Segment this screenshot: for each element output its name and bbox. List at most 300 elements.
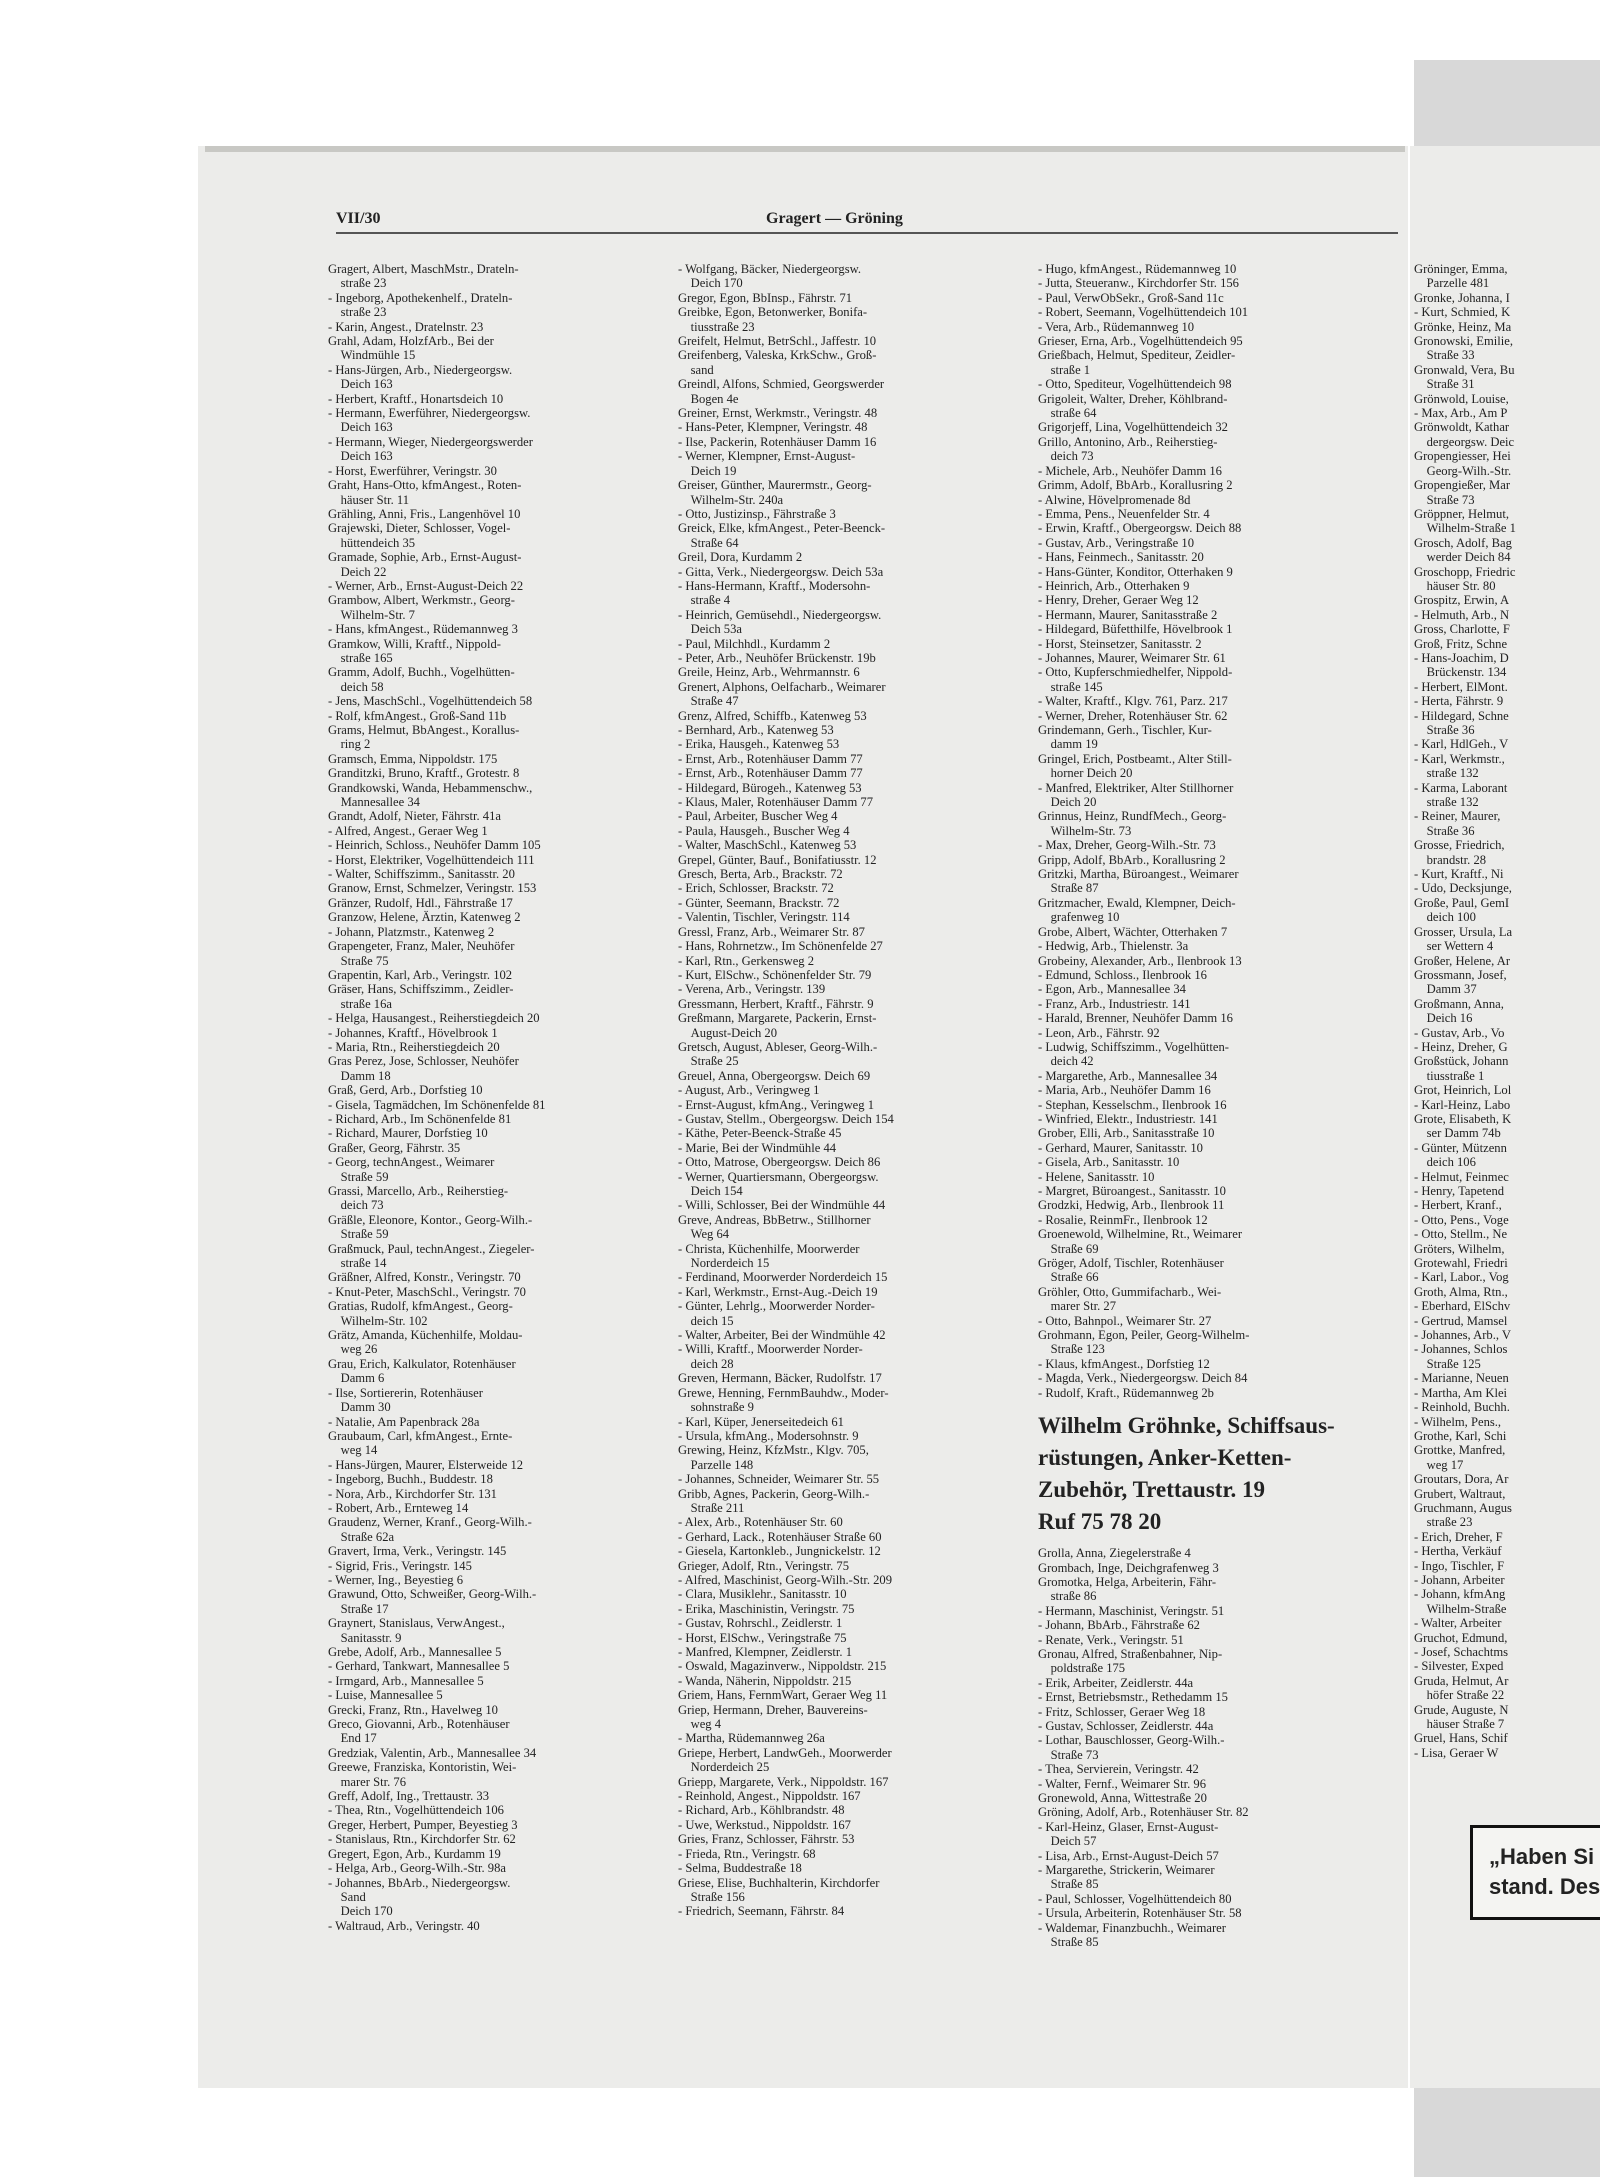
directory-entry-line: - Margarethe, Arb., Mannesallee 34	[1038, 1068, 1218, 1083]
directory-entry-line: Großer, Helene, Ar	[1414, 953, 1511, 968]
directory-entry-line: sohnstraße 9	[678, 1400, 754, 1415]
directory-entry-line: Grottke, Manfred,	[1414, 1443, 1506, 1458]
directory-entry-line: - Herta, Fährstr. 9	[1414, 694, 1504, 709]
directory-entry-line: - Richard, Arb., Im Schönenfelde 81	[328, 1111, 512, 1126]
directory-entry-line: - Hermann, Maurer, Sanitasstraße 2	[1038, 607, 1218, 622]
page-header	[336, 210, 1386, 234]
directory-entry-line: - Wanda, Näherin, Nippoldstr. 215	[678, 1673, 852, 1688]
directory-entry-line: Straße 33	[1414, 348, 1475, 363]
directory-entry-line: - Herbert, Kranf.,	[1414, 1198, 1502, 1213]
directory-entry-line: Damm 18	[328, 1068, 391, 1083]
directory-entry-line: hüttendeich 35	[328, 535, 416, 550]
directory-entry-line: Wilhelm-Straße	[1414, 1601, 1507, 1616]
directory-entry-line: Brückenstr. 134	[1414, 665, 1507, 680]
directory-entry-line: - Reiner, Maurer,	[1414, 809, 1501, 824]
directory-entry-line: Grassi, Marcello, Arb., Reiherstieg-	[328, 1184, 509, 1198]
directory-entry-line: Gries, Franz, Schlosser, Fährstr. 53	[678, 1832, 855, 1847]
directory-entry-line: Grandkowski, Wanda, Hebammenschw.,	[328, 780, 533, 795]
directory-entry-line: - Günter, Mützenn	[1414, 1140, 1507, 1155]
directory-entry-line: deich 73	[328, 1198, 384, 1213]
directory-entry-line: Straße 69	[1038, 1241, 1099, 1256]
directory-entry-line: Deich 19	[678, 463, 737, 478]
directory-entry-line: - Friedrich, Seemann, Fährstr. 84	[678, 1904, 845, 1919]
directory-entry-line: - Hans-Hermann, Kraftf., Modersohn-	[678, 578, 871, 593]
directory-entry-line: Wilhelm-Str. 240a	[678, 492, 784, 507]
directory-entry-line: - Manfred, Elektriker, Alter Stillhorner	[1038, 780, 1234, 795]
directory-entry-line: Damm 37	[1414, 982, 1477, 997]
directory-entry-line: - Richard, Arb., Köhlbrandstr. 48	[678, 1803, 845, 1818]
directory-entry-line: - Karl, Werkmstr.,	[1414, 751, 1505, 766]
directory-entry-line: - Hans, kfmAngest., Rüdemannweg 3	[328, 622, 518, 637]
directory-entry-line: - Horst, Steinsetzer, Sanitasstr. 2	[1038, 636, 1202, 651]
directory-entry-line: Griepe, Herbert, LandwGeh., Moorwerder	[678, 1745, 892, 1760]
directory-entry-line: Graubaum, Carl, kfmAngest., Ernte-	[328, 1428, 513, 1443]
directory-entry-line: Straße 125	[1414, 1356, 1481, 1371]
directory-entry-line: Gramkow, Willi, Kraftf., Nippold-	[328, 636, 501, 651]
directory-entry-line: - Nora, Arb., Kirchdorfer Str. 131	[328, 1486, 497, 1501]
directory-entry-line: Straße 85	[1038, 1877, 1099, 1892]
directory-entry-line: Gruchot, Edmund,	[1414, 1630, 1508, 1645]
directory-entry-line: - Karl-Heinz, Glaser, Ernst-August-	[1038, 1819, 1219, 1834]
directory-entry-line: Straße 59	[328, 1169, 389, 1184]
directory-entry-line: Grähling, Anni, Fris., Langenhövel 10	[328, 506, 521, 521]
directory-entry-line: häuser Str. 11	[328, 492, 410, 507]
directory-entry-line: - Ilse, Packerin, Rotenhäuser Damm 16	[678, 434, 877, 449]
directory-entry-line: - Gertrud, Mamsel	[1414, 1313, 1508, 1328]
directory-entry-line: Straße 85	[1038, 1935, 1099, 1950]
directory-entry-line: - Irmgard, Arb., Mannesallee 5	[328, 1673, 484, 1688]
directory-entry-line: Gratias, Rudolf, kfmAngest., Georg-	[328, 1299, 513, 1314]
directory-entry-line: - Wolfgang, Bäcker, Niedergeorgsw.	[678, 262, 862, 276]
directory-entry-line: - Walter, Arbeiter, Bei der Windmühle 42	[678, 1328, 886, 1343]
directory-entry-line: marer Str. 76	[328, 1774, 406, 1789]
directory-entry-line: Grubert, Waltraut,	[1414, 1486, 1506, 1501]
directory-entry-line: Greewe, Franziska, Kontoristin, Wei-	[328, 1760, 517, 1775]
directory-entry-line: Gresch, Berta, Arb., Brackstr. 72	[678, 867, 843, 882]
directory-entry-line: Grajewski, Dieter, Schlosser, Vogel-	[328, 521, 511, 536]
directory-entry-line: Grießbach, Helmut, Spediteur, Zeidler-	[1038, 348, 1236, 363]
directory-entry-line: - Ernst, Arb., Rotenhäuser Damm 77	[678, 751, 863, 766]
directory-entry-line: - Oswald, Magazinverw., Nippoldstr. 215	[678, 1659, 887, 1674]
directory-entry-line: - Johannes, BbArb., Niedergeorgsw.	[328, 1875, 511, 1890]
directory-entry-line: - Hans, Feinmech., Sanitasstr. 20	[1038, 550, 1204, 565]
directory-entry-line: Gröning, Adolf, Arb., Rotenhäuser Str. 82	[1038, 1805, 1249, 1820]
directory-entry-line: Grosser, Ursula, La	[1414, 924, 1513, 939]
directory-entry-line: Straße 17	[328, 1601, 389, 1616]
directory-entry-line: Deich 163	[328, 420, 393, 435]
directory-entry-line: - Walter, Fernf., Weimarer Str. 96	[1038, 1776, 1207, 1791]
directory-entry-line: - Erik, Arbeiter, Zeidlerstr. 44a	[1038, 1675, 1194, 1690]
directory-entry-line: - Ilse, Sortiererin, Rotenhäuser	[328, 1385, 483, 1400]
directory-entry-line: Bogen 4e	[678, 391, 739, 406]
directory-entry-line: - Gustav, Schlosser, Zeidlerstr. 44a	[1038, 1718, 1214, 1733]
directory-entry-line: - Horst, ElSchw., Veringstraße 75	[678, 1630, 847, 1645]
directory-entry-line: - Hans-Jürgen, Arb., Niedergeorgsw.	[328, 362, 513, 377]
directory-entry-line: Greßmann, Margarete, Packerin, Ernst-	[678, 1011, 877, 1026]
adjacent-page-box-ad	[1470, 1825, 1600, 1920]
directory-entry-line: - Kurt, Kraftf., Ni	[1414, 867, 1504, 882]
directory-entry-line: Sand	[328, 1889, 366, 1904]
directory-entry-line: - Bernhard, Arb., Katenweg 53	[678, 723, 834, 737]
directory-entry-line: Mannesallee 34	[328, 795, 420, 810]
directory-entry-line: Grapengeter, Franz, Maler, Neuhöfer	[328, 939, 515, 954]
directory-entry-line: Gringel, Erich, Postbeamt., Alter Still-	[1038, 751, 1232, 766]
directory-entry-line: Parzelle 481	[1414, 276, 1490, 291]
directory-entry-line: - Edmund, Schloss., Ilenbrook 16	[1038, 967, 1207, 982]
directory-entry-line: Grigoleit, Walter, Dreher, Köhlbrand-	[1038, 391, 1228, 406]
directory-entry-line: Wilhelm-Str. 102	[328, 1313, 428, 1328]
directory-entry-line: Graynert, Stanislaus, VerwAngest.,	[328, 1616, 505, 1631]
directory-entry-line: - Willi, Schlosser, Bei der Windmühle 44	[678, 1198, 886, 1213]
directory-entry-line: deich 100	[1414, 910, 1476, 925]
directory-entry-line: - Hans-Günter, Konditor, Otterhaken 9	[1038, 564, 1233, 579]
directory-entry-line: - Max, Arb., Am P	[1414, 406, 1508, 421]
directory-entry-line: Grönwold, Louise,	[1414, 391, 1509, 406]
directory-entry-line: Grillo, Antonino, Arb., Reiherstieg-	[1038, 434, 1218, 449]
directory-entry-line: häuser Str. 80	[1414, 578, 1496, 593]
directory-entry-line: - Marianne, Neuen	[1414, 1371, 1509, 1386]
directory-entry-line: Deich 20	[1038, 795, 1097, 810]
directory-entry-line: Graudenz, Werner, Kranf., Georg-Wilh.-	[328, 1515, 532, 1530]
directory-entry-line: Deich 22	[328, 564, 387, 579]
directory-entry-line: - Helmut, Feinmec	[1414, 1169, 1509, 1184]
directory-entry-line: straße 64	[1038, 406, 1097, 421]
directory-entry-line: - Ferdinand, Moorwerder Norderdeich 15	[678, 1270, 888, 1285]
directory-entry-line: Greifelt, Helmut, BetrSchl., Jaffestr. 10	[678, 334, 877, 349]
directory-entry-line: - Werner, Klempner, Ernst-August-	[678, 449, 856, 464]
directory-entry-line: - Jutta, Steueranw., Kirchdorfer Str. 156	[1038, 276, 1239, 291]
directory-entry-line: Deich 53a	[678, 622, 742, 637]
directory-entry-line: - Hermann, Ewerführer, Niedergeorgsw.	[328, 406, 531, 421]
directory-entry-line: Straße 36	[1414, 723, 1475, 737]
directory-entry-line: grafenweg 10	[1038, 910, 1120, 925]
directory-entry-line: weg 4	[678, 1717, 722, 1732]
directory-entry-line: Damm 30	[328, 1400, 391, 1415]
directory-entry-line: Greick, Elke, kfmAngest., Peter-Beenck-	[678, 521, 886, 536]
directory-entry-line: - Horst, Ewerführer, Veringstr. 30	[328, 463, 497, 478]
directory-entry-line: - Werner, Ing., Beyestieg 6	[328, 1572, 463, 1587]
directory-entry-line: Windmühle 15	[328, 348, 416, 363]
directory-entry-line: - Otto, Matrose, Obergeorgsw. Deich 86	[678, 1155, 881, 1170]
directory-entry-line: Gräßner, Alfred, Konstr., Veringstr. 70	[328, 1270, 521, 1285]
directory-entry-line: - Gerhard, Maurer, Sanitasstr. 10	[1038, 1140, 1203, 1155]
directory-entry-line: - Gisela, Arb., Sanitasstr. 10	[1038, 1155, 1180, 1170]
directory-entry-line: - Kurt, ElSchw., Schönenfelder Str. 79	[678, 967, 872, 982]
directory-entry-line: - Hildegard, Büfetthilfe, Hövelbrook 1	[1038, 622, 1233, 637]
directory-column-2	[678, 262, 1028, 1919]
directory-entry-line: Grönke, Heinz, Ma	[1414, 319, 1512, 334]
directory-entry-line: Gronewold, Anna, Wittestraße 20	[1038, 1791, 1207, 1805]
directory-entry-line: - Helga, Hausangest., Reiherstiegdeich 20	[328, 1011, 540, 1026]
directory-entry-line: - Selma, Buddestraße 18	[678, 1861, 802, 1876]
directory-entry-line: - Reinhold, Angest., Nippoldstr. 167	[678, 1789, 861, 1804]
directory-entry-line: - Stanislaus, Rtn., Kirchdorfer Str. 62	[328, 1832, 516, 1847]
directory-entry-line: Grohmann, Egon, Peiler, Georg-Wilhelm-	[1038, 1328, 1250, 1343]
directory-entry-line: - Ingo, Tischler, F	[1414, 1558, 1505, 1573]
directory-entry-line: straße 1	[1038, 362, 1091, 377]
directory-entry-line: - Ernst-August, kfmAng., Veringweg 1	[678, 1097, 874, 1112]
directory-entry-line: - Johannes, Arb., V	[1414, 1328, 1512, 1343]
directory-entry-line: Deich 16	[1414, 1011, 1473, 1026]
directory-entry-line: weg 14	[328, 1443, 378, 1458]
box-ad-line-2: stand. Des	[1489, 1874, 1600, 1899]
directory-entry-line: Gräßle, Eleonore, Kontor., Georg-Wilh.-	[328, 1212, 533, 1227]
directory-entry-line: deich 42	[1038, 1054, 1094, 1069]
directory-entry-line: Gramm, Adolf, Buchh., Vogelhütten-	[328, 665, 515, 680]
directory-entry-line: Grau, Erich, Kalkulator, Rotenhäuser	[328, 1356, 516, 1371]
directory-entry-line: Grewe, Henning, FernmBauhdw., Moder-	[678, 1385, 889, 1400]
directory-entry-line: straße 132	[1414, 766, 1479, 781]
directory-entry-line: - Marie, Bei der Windmühle 44	[678, 1140, 837, 1155]
directory-entry-line: - Thea, Servierein, Veringstr. 42	[1038, 1762, 1199, 1777]
directory-entry-line: Norderdeich 15	[678, 1256, 770, 1271]
directory-entry-line: - Paul, VerwObSekr., Groß-Sand 11c	[1038, 290, 1224, 305]
directory-entry-line: Groth, Alma, Rtn.,	[1414, 1284, 1508, 1299]
directory-entry-line: - Johann, BbArb., Fährstraße 62	[1038, 1618, 1200, 1633]
directory-entry-line: Wilhelm-Str. 73	[1038, 823, 1132, 838]
directory-entry-line: - Ernst, Betriebsmstr., Rethedamm 15	[1038, 1690, 1228, 1705]
directory-entry-line: horner Deich 20	[1038, 766, 1133, 781]
header-rule	[336, 232, 1398, 234]
directory-entry-line: Parzelle 148	[678, 1457, 754, 1472]
directory-entry-line: - Erich, Dreher, F	[1414, 1529, 1503, 1544]
directory-entry-line: Gröppner, Helmut,	[1414, 506, 1509, 521]
directory-entry-line: - Willi, Kraftf., Moorwerder Norder-	[678, 1342, 863, 1357]
ad-line-2: rüstungen, Anker-Ketten-	[1038, 1445, 1292, 1471]
directory-entry-line: straße 4	[678, 593, 731, 608]
column-3-entries-continued	[1038, 1546, 1398, 1949]
directory-entry-line: Grahl, Adam, HolzfArb., Bei der	[328, 334, 494, 349]
directory-entry-line: Großmann, Anna,	[1414, 996, 1504, 1011]
directory-entry-line: Grobe, Albert, Wächter, Otterhaken 7	[1038, 924, 1228, 939]
directory-entry-line: - Ingeborg, Buchh., Buddestr. 18	[328, 1472, 493, 1487]
directory-entry-line: - Johann, Arbeiter	[1414, 1572, 1505, 1587]
directory-entry-line: Gressl, Franz, Arb., Weimarer Str. 87	[678, 924, 865, 939]
directory-entry-line: - Karl, Werkmstr., Ernst-Aug.-Deich 19	[678, 1284, 878, 1299]
directory-entry-line: - Frieda, Rtn., Veringstr. 68	[678, 1846, 816, 1861]
directory-entry-line: - Heinrich, Arb., Otterhaken 9	[1038, 578, 1190, 593]
directory-entry-line: Straße 47	[678, 694, 739, 709]
directory-entry-line: Straße 36	[1414, 823, 1475, 838]
directory-entry-line: Greuel, Anna, Obergeorgsw. Deich 69	[678, 1068, 871, 1083]
directory-entry-line: Griese, Elise, Buchhalterin, Kirchdorfer	[678, 1875, 880, 1890]
directory-entry-line: deich 106	[1414, 1155, 1476, 1170]
directory-entry-line: häuser Straße 7	[1414, 1717, 1505, 1732]
directory-entry-line: Gripp, Adolf, BbArb., Korallusring 2	[1038, 852, 1226, 867]
directory-entry-line: Greile, Heinz, Arb., Wehrmannstr. 6	[678, 665, 860, 680]
directory-entry-line: Straße 64	[678, 535, 739, 550]
directory-entry-line: Groutars, Dora, Ar	[1414, 1472, 1509, 1487]
directory-entry-line: Grams, Helmut, BbAngest., Korallus-	[328, 723, 520, 737]
directory-entry-line: tiusstraße 1	[1414, 1068, 1485, 1083]
directory-entry-line: Straße 66	[1038, 1270, 1099, 1285]
directory-entry-line: - Karl, Küper, Jenerseitedeich 61	[678, 1414, 844, 1429]
directory-entry-line: - Peter, Arb., Neuhöfer Brückenstr. 19b	[678, 650, 876, 665]
directory-entry-line: - Martha, Rüdemannweg 26a	[678, 1731, 825, 1746]
directory-entry-line: - Uwe, Werkstud., Nippoldstr. 167	[678, 1817, 851, 1832]
directory-entry-line: - Ernst, Arb., Rotenhäuser Damm 77	[678, 766, 863, 781]
directory-entry-line: - Johann, Platzmstr., Katenweg 2	[328, 924, 495, 939]
directory-entry-line: - Max, Dreher, Georg-Wilh.-Str. 73	[1038, 838, 1216, 853]
directory-entry-line: straße 23	[328, 305, 387, 320]
directory-entry-line: Greindl, Alfons, Schmied, Georgswerder	[678, 377, 885, 392]
directory-entry-line: - Josef, Schachtms	[1414, 1645, 1509, 1659]
directory-entry-line: Großstück, Johann	[1414, 1054, 1509, 1069]
directory-entry-line: Greger, Herbert, Pumper, Beyestieg 3	[328, 1817, 518, 1832]
directory-entry-line: Weg 64	[678, 1227, 730, 1242]
directory-entry-line: Gronwald, Vera, Bu	[1414, 362, 1515, 377]
directory-entry-line: Grude, Auguste, N	[1414, 1702, 1509, 1717]
directory-entry-line: - Paul, Schlosser, Vogelhüttendeich 80	[1038, 1891, 1232, 1906]
directory-entry-line: Gras Perez, Jose, Schlosser, Neuhöfer	[328, 1054, 519, 1069]
directory-entry-line: Deich 170	[678, 276, 743, 291]
directory-entry-line: - Robert, Seemann, Vogelhüttendeich 101	[1038, 305, 1249, 320]
directory-entry-line: straße 23	[328, 276, 387, 291]
directory-entry-line: - Lisa, Geraer W	[1414, 1745, 1499, 1760]
directory-entry-line: Grolla, Anna, Ziegelerstraße 4	[1038, 1546, 1191, 1561]
directory-entry-line: Norderdeich 25	[678, 1760, 770, 1775]
directory-entry-line: - Walter, Arbeiter	[1414, 1616, 1502, 1631]
directory-entry-line: Grigorjeff, Lina, Vogelhüttendeich 32	[1038, 420, 1228, 435]
directory-entry-line: - Hans-Peter, Klempner, Veringstr. 48	[678, 420, 868, 435]
directory-entry-line: Wilhelm-Str. 7	[328, 607, 415, 622]
directory-entry-line: - Herbert, ElMont.	[1414, 679, 1508, 694]
directory-entry-line: - Alfred, Maschinist, Georg-Wilh.-Str. 209	[678, 1572, 893, 1587]
directory-entry-line: Georg-Wilh.-Str.	[1414, 463, 1512, 478]
directory-entry-line: Grandt, Adolf, Nieter, Fährstr. 41a	[328, 809, 501, 824]
directory-entry-line: Grodzki, Hedwig, Arb., Ilenbrook 11	[1038, 1198, 1225, 1213]
directory-entry-line: - Gustav, Arb., Vo	[1414, 1025, 1505, 1040]
directory-entry-line: - Otto, Pens., Voge	[1414, 1212, 1509, 1227]
directory-entry-line: Grätz, Amanda, Küchenhilfe, Moldau-	[328, 1328, 523, 1343]
directory-entry-line: - Eberhard, ElSchv	[1414, 1299, 1511, 1314]
directory-entry-line: - Valentin, Tischler, Veringstr. 114	[678, 910, 850, 925]
directory-entry-line: Greiner, Ernst, Werkmstr., Veringstr. 48	[678, 406, 878, 421]
directory-entry-line: - Karma, Laborant	[1414, 780, 1508, 795]
directory-entry-line: - Henry, Dreher, Geraer Weg 12	[1038, 593, 1199, 608]
directory-entry-line: - Alfred, Angest., Geraer Weg 1	[328, 823, 488, 838]
directory-entry-line: - Paul, Arbeiter, Buscher Weg 4	[678, 809, 838, 824]
directory-entry-line: - Fritz, Schlosser, Geraer Weg 18	[1038, 1704, 1206, 1719]
page-top-shadow	[205, 146, 1405, 152]
directory-entry-line: - Reinhold, Buchh.	[1414, 1400, 1510, 1415]
directory-column-3	[1038, 262, 1398, 1949]
directory-entry-line: Grieger, Adolf, Rtn., Veringstr. 75	[678, 1558, 850, 1573]
directory-entry-line: - Leon, Arb., Fährstr. 92	[1038, 1025, 1160, 1040]
directory-entry-line: - Helga, Arb., Georg-Wilh.-Str. 98a	[328, 1861, 506, 1876]
directory-entry-line: Greibke, Egon, Betonwerker, Bonifa-	[678, 305, 868, 320]
directory-entry-line: Grieser, Erna, Arb., Vogelhüttendeich 95	[1038, 334, 1243, 349]
directory-entry-line: Greiser, Günther, Maurermstr., Georg-	[678, 478, 872, 493]
directory-entry-line: deich 73	[1038, 449, 1094, 464]
directory-entry-line: Straße 87	[1038, 881, 1099, 896]
directory-entry-line: - Werner, Dreher, Rotenhäuser Str. 62	[1038, 708, 1228, 723]
directory-entry-line: Straße 123	[1038, 1342, 1105, 1357]
directory-entry-line: Groschopp, Friedric	[1414, 564, 1516, 579]
directory-entry-line: Grosch, Adolf, Bag	[1414, 535, 1512, 550]
directory-entry-line: deich 15	[678, 1313, 734, 1328]
directory-entry-line: - Gustav, Rohrschl., Zeidlerstr. 1	[678, 1616, 843, 1631]
directory-entry-line: Griem, Hans, FernmWart, Geraer Weg 11	[678, 1688, 888, 1703]
directory-entry-line: - Clara, Musiklehr., Sanitasstr. 10	[678, 1587, 847, 1602]
directory-entry-line: - Gerhard, Tankwart, Mannesallee 5	[328, 1659, 510, 1674]
directory-entry-line: tiusstraße 23	[678, 319, 755, 334]
directory-entry-line: - Verena, Arb., Veringstr. 139	[678, 982, 826, 997]
page-range-title: Gragert — Gröning	[766, 210, 903, 227]
directory-entry-line: - Klaus, kfmAngest., Dorfstieg 12	[1038, 1356, 1210, 1371]
directory-entry-line: End 17	[328, 1731, 377, 1746]
directory-entry-line: - Ludwig, Schiffszimm., Vogelhütten-	[1038, 1039, 1229, 1054]
directory-entry-line: Grepel, Günter, Bauf., Bonifatiusstr. 12	[678, 852, 877, 867]
directory-entry-line: - Michele, Arb., Neuhöfer Damm 16	[1038, 463, 1222, 478]
ad-line-1: Wilhelm Gröhnke, Schiffsaus-	[1038, 1413, 1335, 1439]
directory-entry-line: - Lisa, Arb., Ernst-August-Deich 57	[1038, 1848, 1219, 1863]
directory-entry-line: Gröger, Adolf, Tischler, Rotenhäuser	[1038, 1256, 1224, 1271]
directory-column-1	[328, 262, 668, 1933]
directory-entry-line: deich 28	[678, 1356, 734, 1371]
directory-entry-line: Deich 57	[1038, 1834, 1097, 1849]
directory-entry-line: - Erwin, Kraftf., Obergeorgsw. Deich 88	[1038, 521, 1242, 536]
directory-entry-line: - Erika, Hausgeh., Katenweg 53	[678, 737, 840, 752]
directory-entry-line: - Christa, Küchenhilfe, Moorwerder	[678, 1241, 860, 1256]
directory-entry-line: - Hermann, Maschinist, Veringstr. 51	[1038, 1603, 1225, 1618]
directory-entry-line: - Gerhard, Lack., Rotenhäuser Straße 60	[678, 1529, 882, 1544]
directory-entry-line: - Hertha, Verkäuf	[1414, 1544, 1502, 1559]
directory-entry-line: Grenz, Alfred, Schiffb., Katenweg 53	[678, 708, 867, 723]
directory-entry-line: Grobeiny, Alexander, Arb., Ilenbrook 13	[1038, 953, 1242, 968]
directory-entry-line: - Walter, Kraftf., Klgv. 761, Parz. 217	[1038, 694, 1228, 709]
directory-entry-line: Graht, Hans-Otto, kfmAngest., Roten-	[328, 478, 522, 493]
directory-entry-line: Grober, Elli, Arb., Sanitasstraße 10	[1038, 1126, 1215, 1141]
ad-line-3: Zubehör, Trettaustr. 19	[1038, 1477, 1266, 1503]
directory-entry-line: Grecki, Franz, Rtn., Havelweg 10	[328, 1702, 498, 1717]
directory-entry-line: poldstraße 175	[1038, 1661, 1126, 1676]
directory-entry-line: ring 2	[328, 737, 371, 752]
directory-entry-line: Graßmuck, Paul, technAngest., Ziegeler-	[328, 1241, 535, 1256]
directory-entry-line: Greve, Andreas, BbBetrw., Stillhorner	[678, 1212, 871, 1227]
directory-entry-line: - Franz, Arb., Industriestr. 141	[1038, 996, 1191, 1011]
directory-entry-line: Gromotka, Helga, Arbeiterin, Fähr-	[1038, 1574, 1217, 1589]
directory-entry-line: - Hildegard, Schne	[1414, 708, 1509, 723]
directory-entry-line: ser Wettern 4	[1414, 939, 1494, 954]
directory-entry-line: Gramade, Sophie, Arb., Ernst-August-	[328, 550, 522, 565]
directory-entry-line: ser Damm 74b	[1414, 1126, 1501, 1141]
directory-entry-line: - Paul, Milchhdl., Kurdamm 2	[678, 636, 831, 651]
directory-entry-line: - Knut-Peter, MaschSchl., Veringstr. 70	[328, 1284, 526, 1299]
directory-entry-line: Gregor, Egon, BbInsp., Fährstr. 71	[678, 290, 853, 305]
directory-entry-line: - Hans-Joachim, D	[1414, 650, 1509, 665]
directory-entry-line: - Klaus, Maler, Rotenhäuser Damm 77	[678, 795, 873, 810]
directory-entry-line: - Hans-Jürgen, Maurer, Elsterweide 12	[328, 1457, 524, 1472]
directory-entry-line: - Karl, Labor., Vog	[1414, 1270, 1509, 1285]
directory-entry-line: Gropengießer, Mar	[1414, 478, 1511, 493]
directory-entry-line: Grambow, Albert, Werkmstr., Georg-	[328, 593, 515, 608]
directory-entry-line: Gragert, Albert, MaschMstr., Drateln-	[328, 262, 519, 276]
directory-entry-line: straße 23	[1414, 1515, 1473, 1530]
directory-entry-line: Grothe, Karl, Schi	[1414, 1428, 1507, 1443]
directory-entry-line: Gruel, Hans, Schif	[1414, 1731, 1508, 1746]
directory-entry-line: sand	[678, 362, 714, 377]
directory-entry-line: Straße 75	[328, 953, 389, 968]
directory-entry-line: Deich 163	[328, 449, 393, 464]
directory-entry-line: - Hildegard, Bürogeh., Katenweg 53	[678, 780, 862, 795]
directory-entry-line: - Walter, MaschSchl., Katenweg 53	[678, 838, 857, 853]
directory-entry-line: - Harald, Brenner, Neuhöfer Damm 16	[1038, 1011, 1233, 1026]
directory-entry-line: - Heinrich, Gemüsehdl., Niedergeorgsw.	[678, 607, 882, 622]
directory-entry-line: Gravert, Irma, Verk., Veringstr. 145	[328, 1544, 507, 1559]
directory-entry-line: Gramsch, Emma, Nippoldstr. 175	[328, 751, 498, 766]
directory-entry-line: Gredziak, Valentin, Arb., Mannesallee 34	[328, 1745, 537, 1760]
